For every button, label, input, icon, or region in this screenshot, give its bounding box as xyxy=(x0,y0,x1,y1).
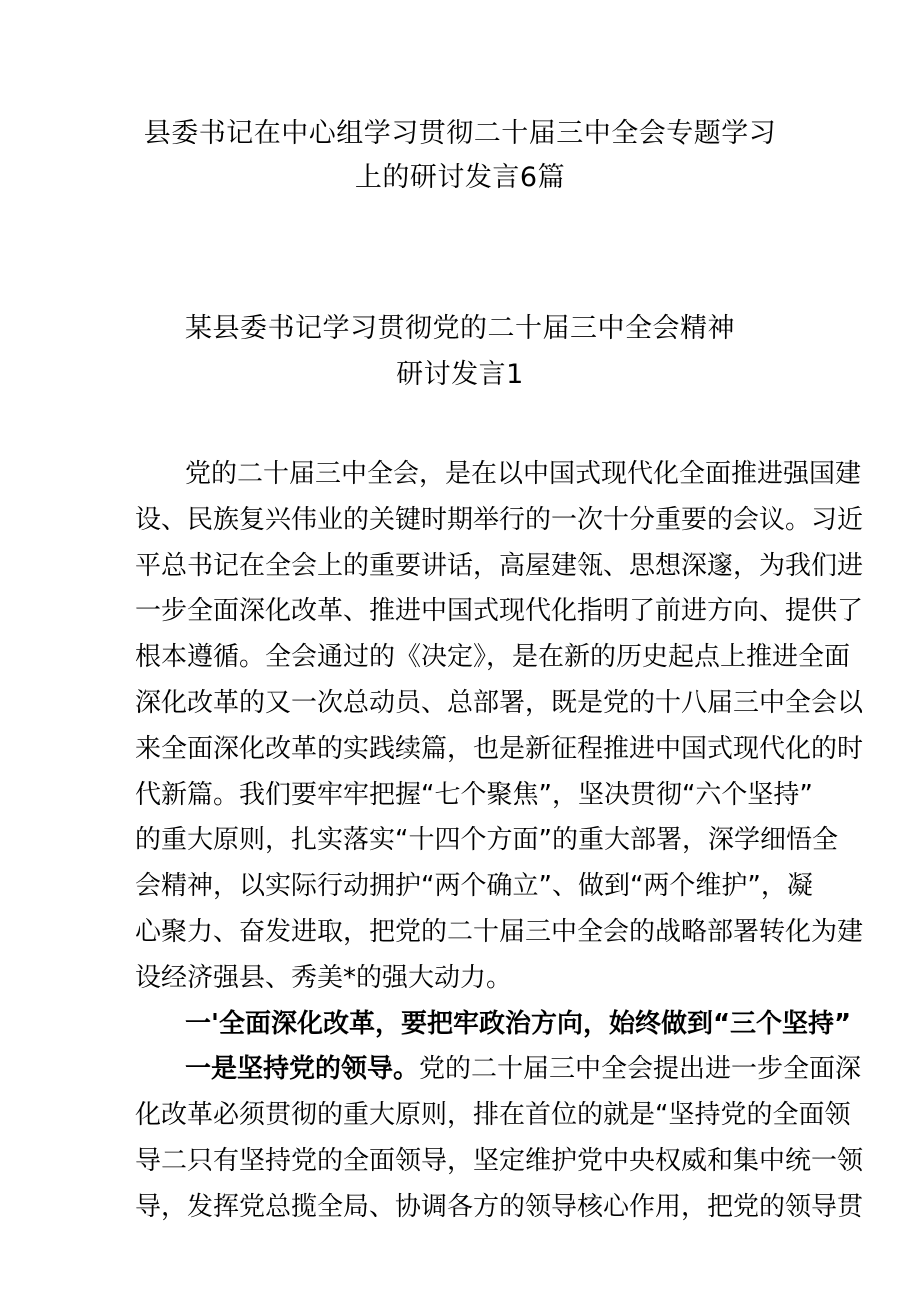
text-line: 设、民族复兴伟业的关键时期举行的一次十分重要的会议。习近 xyxy=(135,504,864,535)
speech-title-line-2: 研讨发言1 xyxy=(396,359,524,390)
text-line: 来全面深化改革的实践续篇，也是新征程推进中国式现代化的时 xyxy=(135,733,864,764)
document-title xyxy=(0,112,920,200)
text-line: 深化改革的又一次总动员、总部署，既是党的十八届三中全会以 xyxy=(135,687,864,718)
text-line: 根本遵循。全会通过的《决定》，是在新的历史起点上推进全面 xyxy=(135,642,851,673)
document-body xyxy=(135,452,864,1231)
text-line: 心聚力、奋发进取，把党的二十届三中全会的战略部署转化为建 xyxy=(135,916,864,947)
text-line xyxy=(135,1047,862,1093)
text-line: 党的二十届三中全会，是在以中国式现代化全面推进强国建 xyxy=(185,459,862,489)
document-title-line-2: 上的研讨发言6篇 xyxy=(354,162,566,193)
text-line: 会精神，以实际行动拥护“两个确立”、做到“两个维护”，凝 xyxy=(135,871,813,902)
text-run: 党的二十届三中全会提出进一步全面深 xyxy=(419,1054,862,1085)
paragraph-intro xyxy=(135,452,864,1002)
text-line: 导二只有坚持党的全面领导，坚定维护党中央权威和集中统一领 xyxy=(135,1145,864,1176)
text-line: 化改革必须贯彻的重大原则，排在首位的就是“坚持党的全面领 xyxy=(135,1100,851,1131)
text-line: 的重大原则，扎实落实“十四个方面”的重大部署，深学细悟全 xyxy=(135,825,838,856)
bold-lead: 一是坚持党的领导。 xyxy=(185,1054,420,1085)
speech-title xyxy=(0,306,920,398)
section-heading: 一'全面深化改革，要把牢政治方向，始终做到“三个坚持” xyxy=(185,1008,852,1039)
text-line: 导，发挥党总揽全局、协调各方的领导核心作用，把党的领导贯 xyxy=(135,1191,864,1222)
paragraph-section-1 xyxy=(135,1047,864,1230)
text-line: 代新篇。我们要牢牢把握“七个聚焦”，坚决贯彻“六个坚持” xyxy=(135,779,813,810)
speech-title-line-1: 某县委书记学习贯彻党的二十届三中全会精神 xyxy=(185,313,735,344)
text-line: 一步全面深化改革、推进中国式现代化指明了前进方向、提供了 xyxy=(135,596,864,627)
text-line: 设经济强县、秀美*的强大动力。 xyxy=(135,962,513,993)
document-title-line-1: 县委书记在中心组学习贯彻二十届三中全会专题学习 xyxy=(143,118,777,149)
text-line: 平总书记在全会上的重要讲话，高屋建瓴、思想深邃，为我们进 xyxy=(135,550,864,581)
